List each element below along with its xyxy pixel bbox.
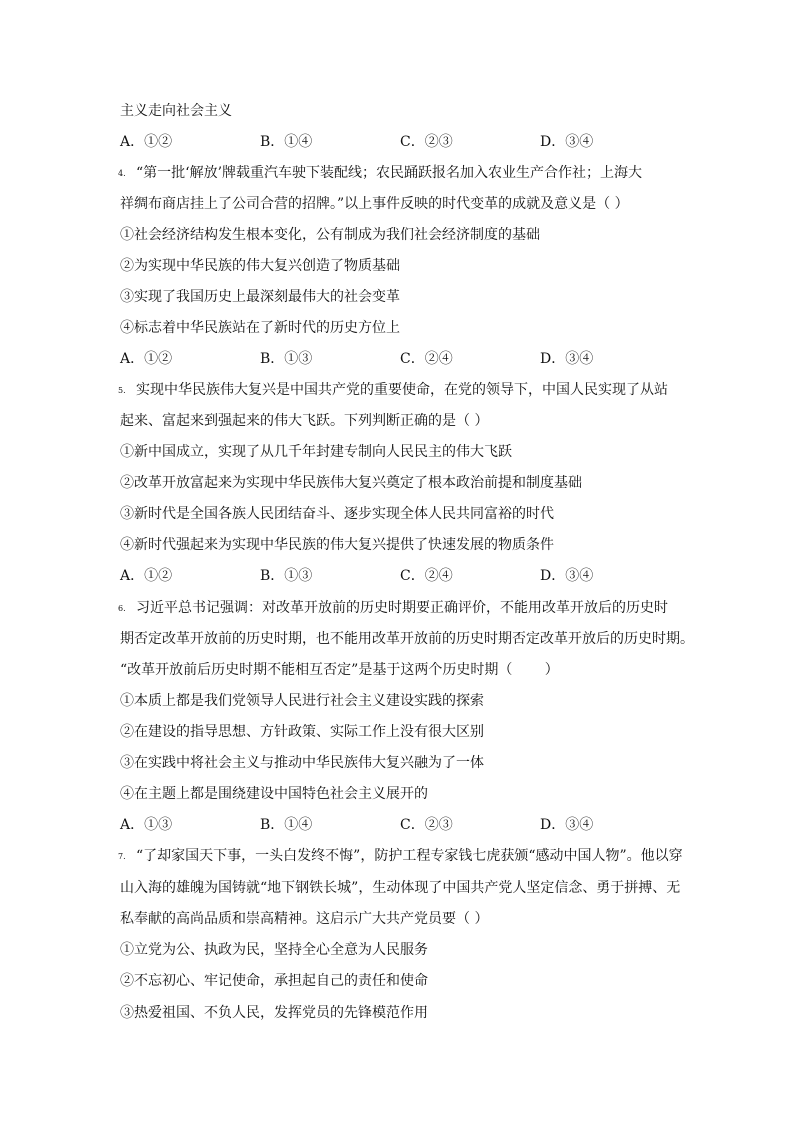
q3-options: [120, 133, 680, 151]
intro-line: 主义走向社会主义: [120, 103, 232, 119]
q5-stem-line-1: 5. 实现中华民族伟大复兴是中国共产党的重要使命，在党的领导下，中国人民实现了从站: [118, 382, 668, 398]
q5-stem-line-2: 起来、富起来到强起来的伟大飞跃。下列判断正确的是（ ）: [120, 413, 489, 429]
q4-item-4: ④标志着中华民族站在了新时代的历史方位上: [120, 320, 400, 336]
q6-options: [120, 816, 680, 834]
question-number: 4.: [118, 169, 126, 178]
option-c: C．②④: [400, 351, 453, 367]
q6-stem-line-1: 6. 习近平总书记强调：对改革开放前的历史时期要正确评价，不能用改革开放后的历史时: [118, 600, 668, 616]
q6-stem-line-3: “改革开放前后历史时期不能相互否定”是基于这两个历史时期（ ）: [120, 662, 559, 678]
question-number: 7.: [118, 852, 126, 861]
q7-stem-line-1: 7. “了却家国天下事，一头白发终不悔”，防护工程专家钱七虎获颁“感动中国人物”。他以穿: [118, 848, 683, 864]
option-b: B．①④: [260, 134, 313, 150]
q7-stem-line-2: 山入海的雄魄为国铸就“地下钢铁长城”，生动体现了中国共产党人坚定信念、勇于拼搏、无: [120, 880, 681, 896]
option-a: A．①②: [120, 568, 173, 584]
option-b: B．①③: [260, 568, 313, 584]
q4-item-3: ③实现了我国历史上最深刻最伟大的社会变革: [120, 289, 400, 305]
option-d: D．③④: [540, 351, 594, 367]
q4-options: [120, 350, 680, 368]
q5-item-4: ④新时代强起来为实现中华民族的伟大复兴提供了快速发展的物质条件: [120, 537, 554, 553]
option-d: D．③④: [540, 817, 594, 833]
q7-item-1: ①立党为公、执政为民，坚持全心全意为人民服务: [120, 942, 428, 958]
question-number: 5.: [118, 386, 126, 395]
q4-stem-line-1: 4. “第一批‘解放’牌载重汽车驶下装配线；农民踊跃报名加入农业生产合作社；上海大: [118, 165, 643, 181]
q5-item-1: ①新中国成立，实现了从几千年封建专制向人民民主的伟大飞跃: [120, 444, 512, 460]
option-c: C．②③: [400, 134, 453, 150]
q5-item-2: ②改革开放富起来为实现中华民族伟大复兴奠定了根本政治前提和制度基础: [120, 475, 582, 491]
q5-options: [120, 567, 680, 585]
option-d: D．③④: [540, 134, 594, 150]
option-d: D．③④: [540, 568, 594, 584]
option-a: A．①②: [120, 134, 173, 150]
option-c: C．②④: [400, 568, 453, 584]
option-c: C．②③: [400, 817, 453, 833]
q7-item-2: ②不忘初心、牢记使命，承担起自己的责任和使命: [120, 973, 428, 989]
q6-item-2: ②在建设的指导思想、方针政策、实际工作上没有很大区别: [120, 724, 484, 740]
q5-item-3: ③新时代是全国各族人民团结奋斗、逐步实现全体人民共同富裕的时代: [120, 506, 554, 522]
q6-item-3: ③在实践中将社会主义与推动中华民族伟大复兴融为了一体: [120, 755, 484, 771]
option-b: B．①③: [260, 351, 313, 367]
option-b: B．①④: [260, 817, 313, 833]
q7-item-3: ③热爱祖国、不负人民，发挥党员的先锋模范作用: [120, 1005, 428, 1021]
q4-item-1: ①社会经济结构发生根本变化，公有制成为我们社会经济制度的基础: [120, 227, 540, 243]
q6-stem-line-2: 期否定改革开放前的历史时期，也不能用改革开放前的历史时期否定改革开放后的历史时期。: [120, 631, 694, 647]
question-number: 6.: [118, 604, 126, 613]
q6-item-4: ④在主题上都是围绕建设中国特色社会主义展开的: [120, 786, 428, 802]
q4-item-2: ②为实现中华民族的伟大复兴创造了物质基础: [120, 258, 400, 274]
q4-stem-line-2: 祥绸布商店挂上了公司合营的招牌。”以上事件反映的时代变革的成就及意义是（ ）: [120, 196, 629, 212]
q7-stem-line-3: 私奉献的高尚品质和崇高精神。这启示广大共产党员要（ ）: [120, 911, 489, 927]
option-a: A．①②: [120, 351, 173, 367]
q6-item-1: ①本质上都是我们党领导人民进行社会主义建设实践的探索: [120, 693, 484, 709]
option-a: A．①③: [120, 817, 173, 833]
